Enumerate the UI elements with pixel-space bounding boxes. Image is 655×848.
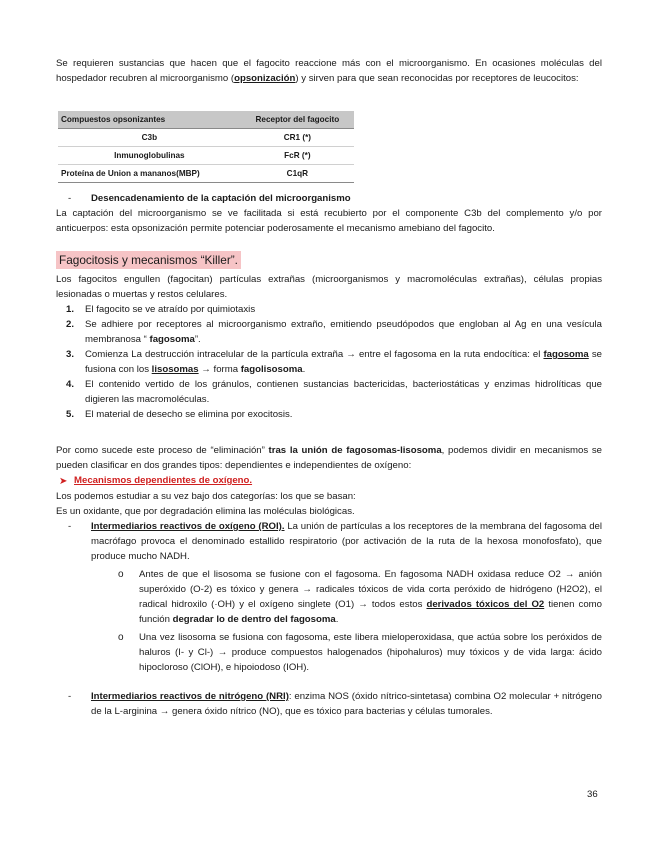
table-cell: FcR (*) [241, 147, 354, 165]
list-item: 3. Comienza La destrucción intracelular de la partícula extraña → entre el fagosoma en la ruta endocítica: el fagosoma se fusiona con los lisosomas → forma fagolisosoma. [66, 349, 602, 375]
circle-bullet-icon: o [118, 632, 124, 643]
opsonizing-table [58, 111, 354, 183]
arrowhead-bullet-icon: ➤ [59, 476, 68, 487]
mecanismos-title: Mecanismos dependientes de oxígeno. [74, 475, 253, 486]
table-cell: Proteína de Union a mananos(MBP) [58, 165, 241, 183]
roi-bullet: o Una vez lisosoma se fusiona con fagosoma, este libera mieloperoxidasa, que actúa sobre los peróxidos de haluros (I- y Cl-) → produce compuestos halogenados (hipohaluros) muy tóxicos y de vida larga: ácido hipocloroso (ClOH), e hipoiodoso (IOH). [118, 632, 602, 673]
table-cell: C1qR [241, 165, 354, 183]
list-item: 2. Se adhiere por receptores al microorganismo extraño, emitiendo pseudópodos que engloban al Ag en una vesícula membranosa “ fagosoma”. [66, 319, 602, 345]
desencadenamiento-item [56, 191, 602, 206]
table-header: Compuestos opsonizantes [58, 111, 241, 129]
list-item: 1. El fagocito se ve atraído por quimiotaxis [66, 304, 256, 315]
circle-bullet-icon: o [118, 569, 124, 580]
oxidante-text: Es un oxidante, que por degradación elimina las moléculas biológicas. [56, 506, 355, 517]
page-number: 36 [587, 789, 598, 800]
dash-marker: - [68, 521, 72, 532]
fagocitos-intro: Los fagocitos engullen (fagocitan) partículas extrañas (microorganismos y macromoléculas extrañas), células propias lesionadas o muertas y restos celulares. [56, 274, 602, 300]
steps-list [56, 302, 602, 422]
table-row [58, 129, 354, 147]
nri-item: - Intermediarios reactivos de nitrógeno (NRI): enzima NOS (óxido nítrico-sintetasa) combina O2 molecular + nitrógeno de la L-arginina → genera óxido nítrico (NO), que es tóxico para bacterias y células tumorales. [68, 691, 602, 717]
intro-paragraph: Se requieren sustancias que hacen que el fagocito reaccione más con el microorganismo. En ocasiones moléculas del hospedador recubren al microorganismo (opsonización) y sirven para que sean reconocidas por receptores de leucocitos: [56, 58, 602, 84]
table-cell: CR1 (*) [241, 129, 354, 147]
roi-title: Intermediarios reactivos de oxígeno (ROI). [91, 521, 285, 532]
eliminacion-paragraph: Por como sucede este proceso de “eliminación” tras la unión de fagosomas-lisosoma, podemos dividir en mecanismos se pueden clasificar en dos grandes tipos: dependientes e independientes de oxígeno: [56, 445, 603, 471]
list-item: 4. El contenido vertido de los gránulos, contienen sustancias bactericidas, bacteriostáticas y enzimas hidrolíticas que digieren las macromoléculas. [66, 379, 602, 405]
table-cell: Inmunoglobulinas [58, 147, 241, 165]
categorias-text: Los podemos estudiar a su vez bajo dos categorías: los que se basan: [56, 491, 356, 502]
dash-marker: - [68, 193, 72, 204]
section-heading: Fagocitosis y mecanismos “Killer”. [56, 251, 241, 269]
table-cell: C3b [58, 129, 241, 147]
roi-bullet: o Antes de que el lisosoma se fusione con el fagosoma. En fagosoma NADH oxidasa reduce O2 → anión superóxido (O-2) es tóxico y genera → radicales tóxicos de vida corta peróxido de hidrógeno (H2O2), el radical hidroxilo (·OH) y el oxígeno singlete (O1) → todos estos derivados tóxicos del O2 tienen como función degradar lo de dentro del fagosoma. [118, 569, 602, 625]
roi-item: - Intermediarios reactivos de oxígeno (ROI). La unión de partículas a los receptores de la membrana del fagosoma del macrófago provoca el denominado estallido respiratorio (por activación de la ruta de la hexosa monofosfato), que produce mucho NADH. [68, 521, 602, 562]
desencadenamiento-text: La captación del microorganismo se ve facilitada si está recubierto por el componente C3b del complemento y/o por anticuerpos: esta opsonización permite potenciar poderosamente el mecanismo amebiano del fagocito. [56, 208, 602, 234]
table-header-row [58, 111, 354, 129]
list-item: 5. El material de desecho se elimina por exocitosis. [66, 409, 293, 420]
table-row [58, 165, 354, 183]
dash-marker: - [68, 691, 72, 702]
table-header: Receptor del fagocito [241, 111, 354, 129]
desencadenamiento-title: Desencadenamiento de la captación del microorganismo [91, 193, 351, 204]
nri-title: Intermediarios reactivos de nitrógeno (NRI) [91, 691, 289, 702]
opsonizacion-term: opsonización [234, 73, 296, 84]
table-row [58, 147, 354, 165]
